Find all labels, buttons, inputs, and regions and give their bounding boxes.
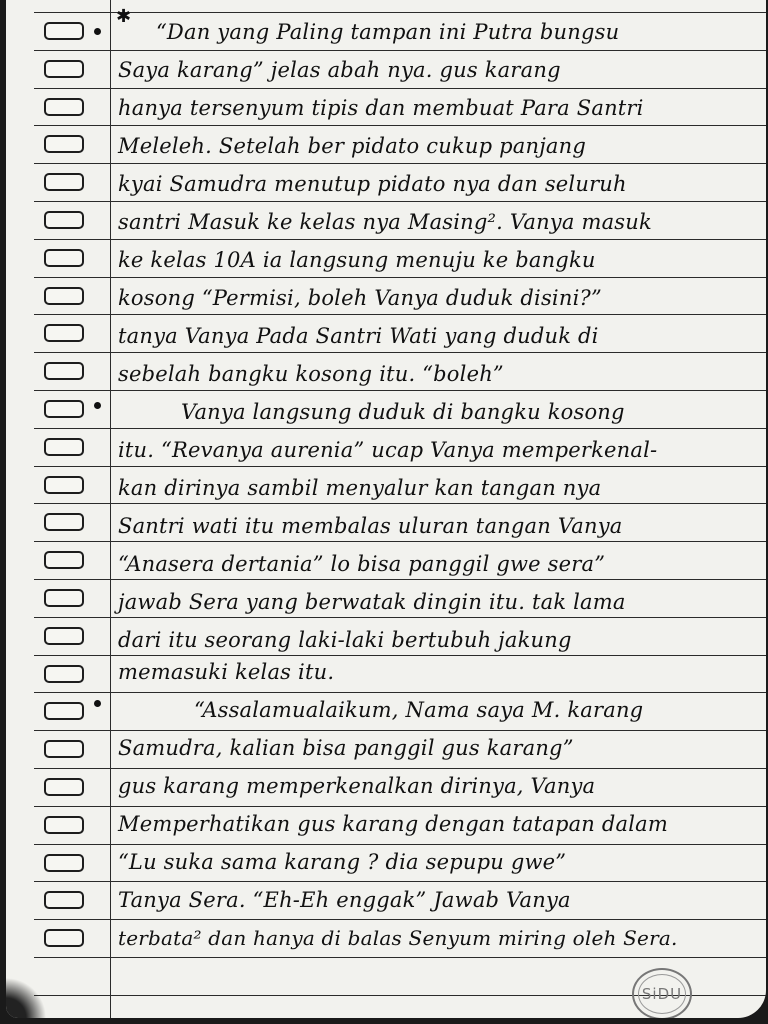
binding-hole <box>44 702 84 720</box>
text-line-5: kyai Samudra menutup pidato nya dan seluruh <box>118 172 627 196</box>
binding-hole <box>44 400 84 418</box>
text-line-18: memasuki kelas itu. <box>118 660 335 684</box>
binding-hole <box>44 589 84 607</box>
binding-hole <box>44 249 84 267</box>
ruled-line <box>34 579 766 580</box>
ruled-line <box>34 428 766 429</box>
ruled-line <box>34 12 766 13</box>
ruled-line <box>34 541 766 542</box>
binding-hole <box>44 287 84 305</box>
binding-hole <box>44 854 84 872</box>
paragraph-bullet <box>94 402 101 409</box>
binding-hole <box>44 98 84 116</box>
text-line-24: Tanya Sera. “Eh-Eh enggak” Jawab Vanya <box>118 888 571 912</box>
paragraph-bullet <box>94 700 101 707</box>
text-line-3: hanya tersenyum tipis dan membuat Para Santri <box>118 96 644 120</box>
ruled-line <box>34 239 766 240</box>
binding-hole <box>44 891 84 909</box>
binding-hole <box>44 778 84 796</box>
ruled-line <box>34 125 766 126</box>
binding-hole <box>44 22 84 40</box>
binding-hole <box>44 135 84 153</box>
text-line-22: Memperhatikan gus karang dengan tatapan dalam <box>118 812 669 836</box>
binding-hole <box>44 438 84 456</box>
text-line-10: sebelah bangku kosong itu. “boleh” <box>118 362 504 386</box>
text-line-21: gus karang memperkenalkan dirinya, Vanya <box>118 774 596 798</box>
text-line-2: Saya karang” jelas abah nya. gus karang <box>118 58 561 82</box>
paragraph-bullet <box>94 28 101 35</box>
text-line-19: “Assalamualaikum, Nama saya M. karang <box>194 698 644 722</box>
binding-hole <box>44 627 84 645</box>
ruled-line <box>34 617 766 618</box>
ruled-line <box>34 390 766 391</box>
binding-hole <box>44 173 84 191</box>
ruled-line <box>34 201 766 202</box>
ruled-line <box>34 314 766 315</box>
text-line-23: “Lu suka sama karang ? dia sepupu gwe” <box>118 850 567 874</box>
ruled-line <box>34 768 766 769</box>
ruled-line <box>34 692 766 693</box>
binding-hole <box>44 816 84 834</box>
ruled-line <box>34 806 766 807</box>
text-line-12: itu. “Revanya aurenia” ucap Vanya memperkenal- <box>118 438 658 462</box>
ruled-line <box>34 88 766 89</box>
text-line-13: kan dirinya sambil menyalur kan tangan nya <box>118 476 602 500</box>
text-line-6: santri Masuk ke kelas nya Masing². Vanya masuk <box>118 210 652 234</box>
binding-hole <box>44 60 84 78</box>
binding-hole <box>44 929 84 947</box>
ruled-line <box>34 163 766 164</box>
binding-hole <box>44 211 84 229</box>
asterisk-mark: ✱ <box>116 6 132 27</box>
notebook-page <box>6 0 766 1018</box>
text-line-20: Samudra, kalian bisa panggil gus karang” <box>118 736 574 760</box>
ruled-line <box>34 50 766 51</box>
sidu-logo-stamp <box>632 968 692 1018</box>
text-line-17: dari itu seorang laki-laki bertubuh jakung <box>118 628 572 652</box>
text-line-9: tanya Vanya Pada Santri Wati yang duduk di <box>118 324 599 348</box>
ruled-line <box>34 277 766 278</box>
margin-line <box>110 0 111 1018</box>
binding-hole <box>44 740 84 758</box>
text-line-8: kosong “Permisi, boleh Vanya duduk disini?” <box>118 286 602 310</box>
text-line-1: “Dan yang Paling tampan ini Putra bungsu <box>156 20 620 44</box>
text-line-16: jawab Sera yang berwatak dingin itu. tak lama <box>118 590 626 614</box>
ruled-line <box>34 352 766 353</box>
text-line-11: Vanya langsung duduk di bangku kosong <box>181 400 625 424</box>
binding-hole <box>44 476 84 494</box>
binding-hole <box>44 665 84 683</box>
ruled-line <box>34 957 766 958</box>
ruled-line <box>34 655 766 656</box>
text-line-7: ke kelas 10A ia langsung menuju ke bangku <box>118 248 596 272</box>
stamp-text: SiDU <box>641 985 683 1003</box>
ruled-line <box>34 466 766 467</box>
text-line-15: “Anasera dertania” lo bisa panggil gwe sera” <box>118 552 606 576</box>
ruled-line <box>34 881 766 882</box>
text-line-25: terbata² dan hanya di balas Senyum miring oleh Sera. <box>118 926 678 950</box>
ruled-line <box>34 919 766 920</box>
text-line-4: Meleleh. Setelah ber pidato cukup panjang <box>118 134 587 158</box>
ruled-line <box>34 730 766 731</box>
binding-hole <box>44 551 84 569</box>
binding-hole <box>44 362 84 380</box>
binding-hole <box>44 513 84 531</box>
text-line-14: Santri wati itu membalas uluran tangan Vanya <box>118 514 623 538</box>
binding-hole <box>44 324 84 342</box>
ruled-line <box>34 844 766 845</box>
ruled-line <box>34 503 766 504</box>
page-corner-shadow <box>6 958 46 1018</box>
